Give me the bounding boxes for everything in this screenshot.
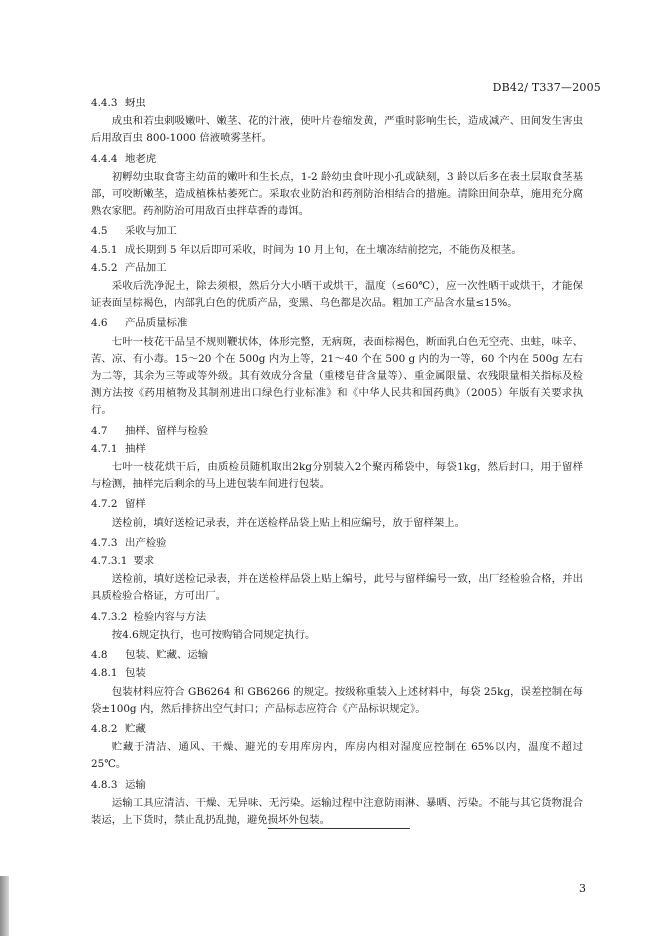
- section-heading: [91, 260, 583, 277]
- section-number: 4.5.2: [91, 261, 118, 274]
- section-heading: [91, 315, 583, 332]
- section-title: 地老虎: [125, 152, 157, 165]
- section-number: 4.7.3: [91, 536, 118, 549]
- section-heading: [91, 242, 583, 259]
- section-heading: [91, 553, 583, 570]
- paragraph: 贮藏于清洁、通风、干燥、避光的专用库房内，库房内相对湿度应控制在 65%以内，温度不超过 25℃。: [91, 741, 583, 771]
- section-number: 4.4.4: [91, 152, 118, 165]
- section-number: 4.8.1: [91, 667, 118, 680]
- section-number: 4.7: [91, 424, 108, 437]
- section-title: 采收与加工: [125, 225, 177, 238]
- section-heading: [91, 441, 583, 458]
- section-heading: [91, 223, 583, 240]
- paragraph: 初孵幼虫取食寄主幼苗的嫩叶和生长点，1-2 龄幼虫食叶现小孔或缺刻，3 龄以后多在表土层取食茎基部，可咬断嫩茎，造成植株枯萎死亡。采取农业防治和药剂防治相结合的措施。清除田间杂草，施用充分腐熟农家肥。药剂防治可用敌百虫拌草香的毒饵。: [91, 170, 583, 218]
- section-title: 出产检验: [125, 536, 167, 549]
- section-title: 产品加工: [125, 261, 167, 274]
- section-title: 检验内容与方法: [133, 610, 207, 623]
- section-number: 4.5.1: [91, 243, 118, 256]
- section-heading: [91, 535, 583, 552]
- section-title: 要求: [133, 555, 155, 568]
- section-heading: [91, 777, 583, 794]
- paragraph: 包装材料应符合 GB6264 和 GB6266 的规定。按级称重装入上述材料中，每袋 25kg，误差控制在每袋±100g 内，然后排挤出空气封口；产品标志应符合《产品标识规定》。: [91, 685, 583, 715]
- section-number: 4.6: [91, 317, 108, 330]
- paragraph: 七叶一枝花烘干后，由质检员随机取出2kg分别装入2个聚丙稀袋中，每袋1kg，然后封口，用于留样与检测，抽样完后剩余的马上进包装车间进行包装。: [91, 461, 583, 491]
- section-heading: [91, 721, 583, 738]
- section-number: 4.7.2: [91, 498, 118, 511]
- section-title: 包装: [125, 667, 146, 680]
- section-title: 运输: [125, 778, 146, 791]
- section-heading: [91, 95, 583, 112]
- paragraph: 成虫和若虫刺吸嫩叶、嫩茎、花的汁液，使叶片卷缩发黄，严重时影响生长，造成减产、田间发生害虫后用敌百虫 800-1000 倍液喷雾茎杆。: [91, 115, 583, 145]
- section-heading: [91, 151, 583, 168]
- section-number: 4.8.3: [91, 778, 118, 791]
- section-heading: [91, 496, 583, 513]
- section-number: 4.7.1: [91, 442, 118, 455]
- paragraph: 送检前，填好送检记录表，并在送检样品袋上贴上相应编号，放于留样架上。: [111, 516, 466, 529]
- section-title: 留样: [125, 498, 146, 511]
- paragraph: 按4.6规定执行，也可按购销合同规定执行。: [111, 628, 316, 641]
- end-divider: [268, 828, 410, 829]
- section-number: 4.8.2: [91, 722, 118, 735]
- paragraph: 送检前，填好送检记录表，并在送检样品袋上贴上编号，此号与留样编号一致，出厂经检验合格，并出具质检验合格证，方可出厂。: [91, 573, 583, 603]
- section-title: 包装、贮藏、运输: [125, 649, 209, 662]
- section-title: 贮藏: [125, 722, 146, 735]
- section-title: 抽样: [125, 442, 146, 455]
- section-number: 4.7.3.1: [91, 555, 128, 568]
- section-heading: [91, 647, 583, 664]
- section-heading: [91, 609, 583, 626]
- section-number: 4.5: [91, 225, 108, 238]
- section-number: 4.7.3.2: [91, 610, 128, 623]
- section-title: 蚜虫: [125, 97, 146, 109]
- page-number: 3: [579, 882, 586, 895]
- section-title: 产品质量标准: [125, 317, 188, 330]
- paragraph: 七叶一枝花干品呈不规则鞭状体，体形完整，无病斑，表面棕褐色，断面乳白色无空壳、虫蛀，味辛、苦、凉、有小毒。15～20 个在 500g 内为上等，21～40 个在 500 g 内的为一等，60 个内在 500g 左右为二等，其余为三等或等外级。其有效成分含量（重楼皂苷含量等）、重金属限量、农残限量相关指标及检测方法按《药用植物及其制剂进出口绿色行业标准》和《中华人民共和国药典》（2005）年版有关要求执行。: [91, 335, 583, 417]
- section-title: 成长期到 5 年以后即可采收，时间为 10 月上旬，在土壤冻结前挖完，不能伤及根茎。: [125, 243, 522, 256]
- section-number: 4.8: [91, 649, 108, 662]
- section-number: 4.4.3: [91, 97, 118, 109]
- document-body: [91, 94, 583, 832]
- paragraph: 运输工具应清洁、干燥、无异味、无污染。运输过程中注意防雨淋、暴晒、污染。不能与其它货物混合装运，上下货时，禁止乱扔乱抛，避免损坏外包装。: [91, 796, 583, 826]
- standard-code: DB42/ T337—2005: [492, 81, 601, 94]
- section-title: 抽样、留样与检验: [125, 424, 209, 437]
- section-heading: [91, 423, 583, 440]
- section-heading: [91, 665, 583, 682]
- paragraph: 采收后洗净泥土，除去须根，然后分大小晒干或烘干，温度（≤60℃），应一次性晒干或烘干，才能保证表面呈棕褐色，内部乳白色的优质产品，变黑、乌色都是次品。粗加工产品含水量≤15%。: [91, 280, 583, 310]
- scan-edge-shadow: [0, 876, 9, 936]
